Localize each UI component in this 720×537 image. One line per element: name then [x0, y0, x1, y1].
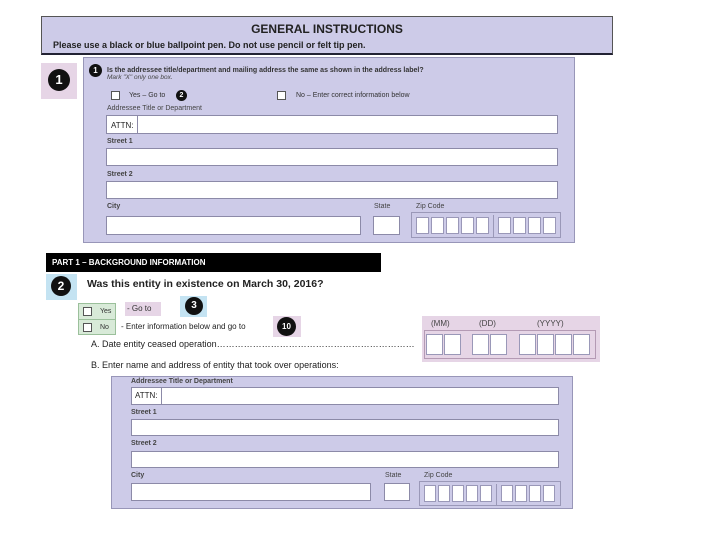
zip4-digit-box[interactable]: [543, 217, 556, 234]
zip4-digit-box[interactable]: [501, 485, 513, 502]
zip-digit-box[interactable]: [424, 485, 436, 502]
step-10-number: 10: [277, 317, 296, 336]
zip4-digit-box[interactable]: [529, 485, 541, 502]
step-10-badge: [273, 316, 301, 337]
zip-digit-box[interactable]: [416, 217, 429, 234]
part1-attn-label: ATTN:: [135, 388, 162, 404]
part1-header-text: PART 1 – BACKGROUND INFORMATION: [52, 258, 206, 267]
q1-street1-label: Street 1: [107, 138, 133, 145]
step-2-badge: [46, 274, 77, 300]
part1-a-text: A. Date entity ceased operation…………………………………………………………: [91, 339, 415, 349]
date-mm-box[interactable]: [444, 334, 461, 355]
date-yyyy-box[interactable]: [573, 334, 590, 355]
part1-street2-field[interactable]: [131, 451, 559, 468]
instructions-title: GENERAL INSTRUCTIONS: [251, 22, 403, 36]
zip4-digit-box[interactable]: [528, 217, 541, 234]
zip4-digit-box[interactable]: [543, 485, 555, 502]
date-yyyy-box[interactable]: [555, 334, 572, 355]
general-instructions-box: [41, 16, 613, 55]
part1-no-goto-text: - Enter information below and go to: [121, 322, 246, 331]
date-dd-label: (DD): [479, 319, 496, 328]
q1-street1-field[interactable]: [106, 148, 558, 166]
zip-digit-box[interactable]: [452, 485, 464, 502]
q1-street2-label: Street 2: [107, 171, 133, 178]
zip-digit-box[interactable]: [480, 485, 492, 502]
zip-digit-box[interactable]: [446, 217, 459, 234]
part1-no-label: No: [100, 324, 109, 331]
instructions-text: Please use a black or blue ballpoint pen. Do not use pencil or felt tip pen.: [53, 40, 366, 50]
q1-note: Mark "X" only one box.: [107, 74, 173, 81]
q1-title-label: Addressee Title or Department: [107, 105, 202, 112]
q1-yes-goto-badge: 2: [176, 90, 187, 101]
step-3-number: 3: [185, 297, 203, 315]
part1-zip-field[interactable]: [419, 481, 561, 506]
q1-zip-label: Zip Code: [416, 203, 445, 210]
date-yyyy-box[interactable]: [519, 334, 536, 355]
q1-address-form: [83, 57, 575, 243]
step-1-number: 1: [48, 69, 70, 91]
date-mm-label: (MM): [431, 319, 450, 328]
q1-zip-field[interactable]: [411, 212, 561, 238]
zip4-digit-box[interactable]: [498, 217, 511, 234]
q1-no-label: No – Enter correct information below: [296, 92, 410, 99]
part1-street1-label: Street 1: [131, 409, 157, 416]
zip-digit-box[interactable]: [431, 217, 444, 234]
part1-city-field[interactable]: [131, 483, 371, 501]
part1-title-label: Addressee Title or Department: [131, 378, 233, 385]
zip-digit-box[interactable]: [461, 217, 474, 234]
zip-digit-box[interactable]: [438, 485, 450, 502]
part1-yes-goto-text: - Go to: [127, 304, 152, 313]
step-2-number: 2: [51, 276, 71, 296]
part1-street1-field[interactable]: [131, 419, 559, 436]
part1-street2-label: Street 2: [131, 440, 157, 447]
date-yyyy-label: (YYYY): [537, 319, 564, 328]
zip-digit-box[interactable]: [466, 485, 478, 502]
q1-no-checkbox[interactable]: [277, 91, 286, 100]
part1-yes-option: [78, 303, 116, 320]
q1-street2-field[interactable]: [106, 181, 558, 199]
q1-yes-label: Yes – Go to: [129, 92, 166, 99]
date-ceased-box: [422, 316, 600, 362]
date-mm-box[interactable]: [426, 334, 443, 355]
part1-yes-goto: [125, 302, 161, 316]
q1-city-field[interactable]: [106, 216, 361, 235]
q1-question: Is the addressee title/department and mailing address the same as shown in the address label?: [107, 67, 424, 74]
part1-yes-checkbox[interactable]: [83, 307, 92, 316]
q1-city-label: City: [107, 203, 121, 210]
zip4-digit-box[interactable]: [513, 217, 526, 234]
part1-no-option: [78, 319, 116, 335]
part1-header: [46, 253, 381, 272]
part1-yes-label: Yes: [100, 308, 112, 315]
part1-zip-label: Zip Code: [424, 472, 453, 479]
q1-state-field[interactable]: [373, 216, 400, 235]
part1-no-checkbox[interactable]: [83, 323, 92, 332]
part1-attn-field[interactable]: [131, 387, 559, 405]
part1-state-label: State: [385, 472, 402, 479]
zip-divider: [493, 215, 494, 237]
q1-attn-field[interactable]: [106, 115, 558, 134]
q1-attn-label: ATTN:: [111, 116, 138, 133]
step-1-badge: [41, 63, 77, 99]
part1-b-text: B. Enter name and address of entity that took over operations:: [91, 360, 339, 370]
part1-question: Was this entity in existence on March 30, 2016?: [87, 278, 324, 290]
part1-city-label: City: [131, 472, 145, 479]
zip4-digit-box[interactable]: [515, 485, 527, 502]
date-yyyy-box[interactable]: [537, 334, 554, 355]
part1-state-field[interactable]: [384, 483, 410, 501]
date-dd-box[interactable]: [472, 334, 489, 355]
zip-digit-box[interactable]: [476, 217, 489, 234]
q1-badge: 1: [89, 64, 102, 77]
zip-divider: [496, 484, 497, 505]
date-dd-box[interactable]: [490, 334, 507, 355]
step-3-badge: [180, 296, 207, 317]
successor-address-form: [111, 376, 573, 509]
q1-yes-checkbox[interactable]: [111, 91, 120, 100]
q1-state-label: State: [374, 203, 391, 210]
